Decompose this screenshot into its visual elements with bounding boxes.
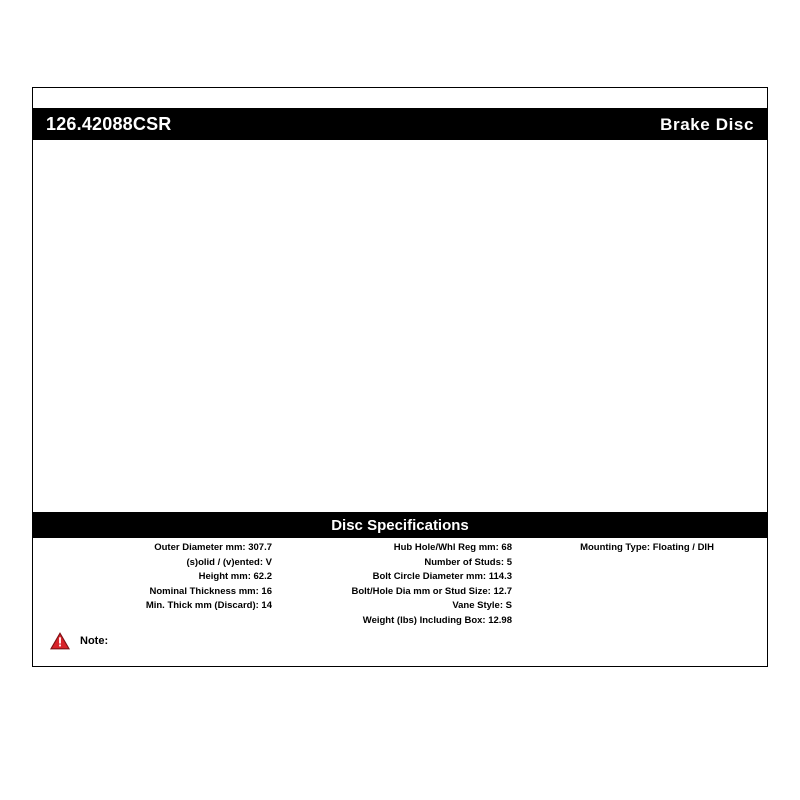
part-number: 126.42088CSR [46,114,172,134]
note-row [50,632,118,650]
spec-value: S [505,600,512,611]
spec-column-1 [32,541,280,614]
spec-value: Floating / DIH [652,542,714,553]
spec-value: 5 [506,556,512,568]
spec-label: (s)olid / (v)ented: [186,556,266,568]
spec-row [526,541,768,556]
header-bar [32,108,768,140]
spec-row [280,585,512,600]
spec-label: Hub Hole/Whl Reg mm: [393,542,502,553]
spec-value: 12.98 [488,614,512,626]
spec-label: Min. Thick mm (Discard): [145,600,262,611]
spec-row [280,614,512,629]
spec-row [280,599,512,614]
spec-label: Mounting Type: [580,542,653,553]
spec-value: 68 [501,542,512,553]
page-title: Brake Disc [660,114,754,134]
warning-triangle-icon [50,632,70,650]
spec-value: 16 [261,585,272,597]
spec-value: 307.7 [248,542,272,553]
spec-value: 62.2 [253,571,272,582]
spec-label: Number of Studs: [424,556,507,568]
spec-value: 12.7 [493,585,512,597]
spec-column-2 [280,541,520,628]
spec-section-title: Disc Specifications [331,516,469,534]
spec-row [280,541,512,556]
spec-row [32,599,272,614]
spec-label: Weight (lbs) Including Box: [362,614,489,626]
spec-value: 14 [261,600,272,611]
spec-value: V [265,556,272,568]
spec-label: Height mm: [198,571,254,582]
spec-label: Nominal Thickness mm: [149,585,262,597]
note-label: Note: [80,634,109,647]
spec-row [32,541,272,556]
spec-table [32,541,768,628]
spec-row [32,585,272,600]
spec-row [32,556,272,571]
spec-section-header [32,512,768,538]
spec-label: Bolt Circle Diameter mm: [372,571,489,582]
spec-row [280,556,512,571]
spec-label: Outer Diameter mm: [154,542,249,553]
spec-row [32,570,272,585]
spec-column-3 [520,541,768,556]
spec-row [280,570,512,585]
spec-label: Vane Style: [452,600,506,611]
spec-label: Bolt/Hole Dia mm or Stud Size: [351,585,494,597]
spec-value: 114.3 [488,571,512,582]
